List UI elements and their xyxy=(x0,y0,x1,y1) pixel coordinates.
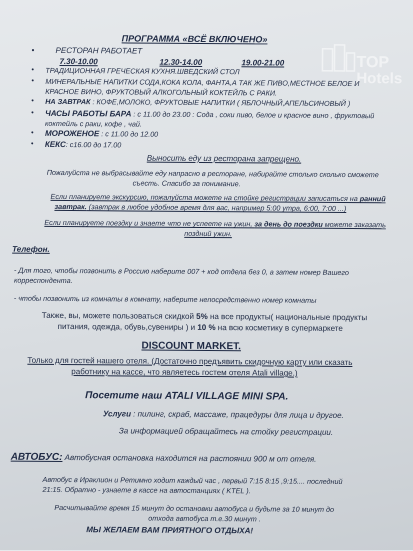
bus-line-3: 21:15. Обратно - узнаете в кассе на автостанциях ( KTEL ). xyxy=(42,484,251,496)
discount-market-title: DISCOUNT MARKET. xyxy=(141,340,241,353)
discount-text-2: на все продукты( национальные продукты xyxy=(207,312,368,323)
excursion-breakfast: завтрак. xyxy=(54,201,87,212)
bus-text: Автобусная остановка находится на растоянии 900 м от отеля. xyxy=(62,452,317,464)
discount-text-1: Также, вы, можете пользоваться скидкой xyxy=(41,310,197,321)
spa-services-label: Услуги xyxy=(102,409,132,419)
phone-label: Телефон. xyxy=(12,244,50,254)
spa-services-text: : пилинг, скраб, массаже, працедуры для лица и другое. xyxy=(130,409,344,420)
excursion-text-1: Если планируете экскурсию, пожалуйста можете на стойке регистрации записаться на xyxy=(50,191,360,204)
breakfast-text: : КОФЕ,МОЛОКО, ФРУКТОВЫЕ НАПИТКИ ( ЯБЛОЧНЫЙ,АПЕЛЬСИНОВЫЙ ) xyxy=(90,97,351,108)
cake-text: : с16.00 до 17.00 xyxy=(65,140,122,150)
discount-pct-10: 10 % xyxy=(197,322,216,333)
restaurant-label: РЕСТОРАН РАБОТАЕТ xyxy=(55,45,143,56)
item-bullet: • xyxy=(31,64,34,74)
restaurant-breakfast-hours: 7.30-10.00 xyxy=(59,56,98,67)
restaurant-bullet: • xyxy=(31,45,35,55)
item-bullet: • xyxy=(31,75,34,85)
market-line-1: Только для гостей нашего отеля. (Достаточно предъявить скидочную карту или сказать xyxy=(27,355,353,368)
bus-line-5: отхода автобуса т.е.30 минут . xyxy=(148,513,261,524)
bar-bullet: • xyxy=(31,107,34,117)
breakfast-label: НА ЗАВТРАК xyxy=(45,96,91,107)
excursion-line-2 xyxy=(54,203,346,213)
phone-line-3: - чтобы позвонить из комнаты в комнату, наберите непосредственно номер комнаты xyxy=(13,293,317,305)
breakfast-bullet: • xyxy=(31,95,34,105)
excursion-text-2: (завтрак в любое удобное время для вас, например 5:00 утра, 6:00, 7:00 ...) xyxy=(86,202,347,213)
cake-line xyxy=(45,141,121,150)
bus-line-2: Автобус в Ираклион и Ретимно ходит каждый час , первый 7:15 8:15 ,9:15.... последний xyxy=(42,474,343,486)
discount-line-2 xyxy=(58,323,343,333)
page-title: ПРОГРАММА «ВСЁ ВКЛЮЧЕНО» xyxy=(121,33,268,45)
spa-info: За информацией обращайтесь на стойку регистрации. xyxy=(118,426,334,437)
spa-title: Посетите наш ATALI VILLAGE MINI SPA. xyxy=(85,390,289,403)
phone-line-1: - Для того, чтобы позвонить в Россию наберите 007 + код отдела без 0, а затем номер Вашего xyxy=(13,265,349,277)
cake-label: КЕКС xyxy=(44,139,66,150)
dinner-trip-line-1 xyxy=(44,219,386,229)
bus-line-4: Расчитывайте время 15 минут до остановки автобуса и будьте за 10 минут до xyxy=(54,502,335,514)
please-line-2: съесть. Спасибо за понимание. xyxy=(132,178,241,189)
farewell-text: МЫ ЖЕЛАЕМ ВАМ ПРИЯТНОГО ОТДЫХА! xyxy=(86,525,254,536)
restaurant-dinner-hours: 19.00-21.00 xyxy=(241,58,285,68)
bar-text-cont: коктейль с раки, кофе , чай. xyxy=(45,118,142,129)
phone-line-2: корреспондента. xyxy=(13,275,73,286)
discount-text-3: питания, одежда, обувь,сувениры ) и xyxy=(57,321,198,332)
item-drinks: МИНЕРАЛЬНЫЕ НАПИТКИ СОДА,КОКА КОЛА, ФАНТА,А ТАК ЖЕ ПИВО,МЕСТНОЕ БЕЛОЕ И xyxy=(45,76,360,89)
item-drinks-cont: КРАСНОЕ ВИНО, ФРУКТОВЫЙ АЛКОГОЛЬНЫЙ КОКТЕЙЛЬ С РАКИ. xyxy=(45,86,278,98)
spa-services-line xyxy=(103,410,344,420)
watermark-brand: TOP xyxy=(356,54,390,72)
excursion-early: ранний xyxy=(359,194,386,204)
bar-label: ЧАСЫ РАБОТЫ БАРА xyxy=(45,108,132,119)
watermark-brand2: Hotels xyxy=(356,70,403,88)
dinner-trip-line-2: поздний ужин. xyxy=(184,228,232,239)
restaurant-lunch-hours: 12.30-14.00 xyxy=(159,57,203,67)
bus-label: АВТОБУС: xyxy=(10,451,63,463)
dinner-trip-text-2: можете заказать xyxy=(322,219,386,230)
icecream-line xyxy=(45,130,158,139)
item-cuisine: ТРАДИЦИОННАЯ ГРЕЧЕСКАЯ КУХНЯ.ШВЕДСКИЙ СТОЛ xyxy=(45,65,240,77)
icecream-text: : с 11.00 до 12.00 xyxy=(99,129,159,139)
discount-text-4: на всю косметику в супермаркете xyxy=(215,323,343,333)
market-line-2: работнику на кассе, что являетесь гостем отеля Atali village.) xyxy=(71,367,298,378)
bus-line-1 xyxy=(11,453,317,466)
icecream-label: МОРОЖЕНОЕ xyxy=(44,128,100,139)
breakfast-line xyxy=(45,98,350,108)
please-line-1: Пожалуйста не выбрасывайте еду напрасно в ресторане, набирайте столько сколько сможете xyxy=(46,167,379,180)
icecream-bullet: • xyxy=(30,127,34,137)
discount-line-1 xyxy=(42,312,367,323)
dinner-trip-text-1: Если планируете поездку и знаете что не успеете на ужин, xyxy=(44,217,255,229)
cake-bullet: • xyxy=(30,138,34,148)
no-food-out-note: Выносить еду из ресторана запрещено. xyxy=(146,153,302,164)
bar-text: : с 11.00 до 23.00 : Сода , соки пиво, белое и красное вино , фруктовый xyxy=(131,109,375,121)
discount-pct-5: 5% xyxy=(196,311,208,322)
dinner-trip-day-before: за день до поездки xyxy=(254,219,323,229)
